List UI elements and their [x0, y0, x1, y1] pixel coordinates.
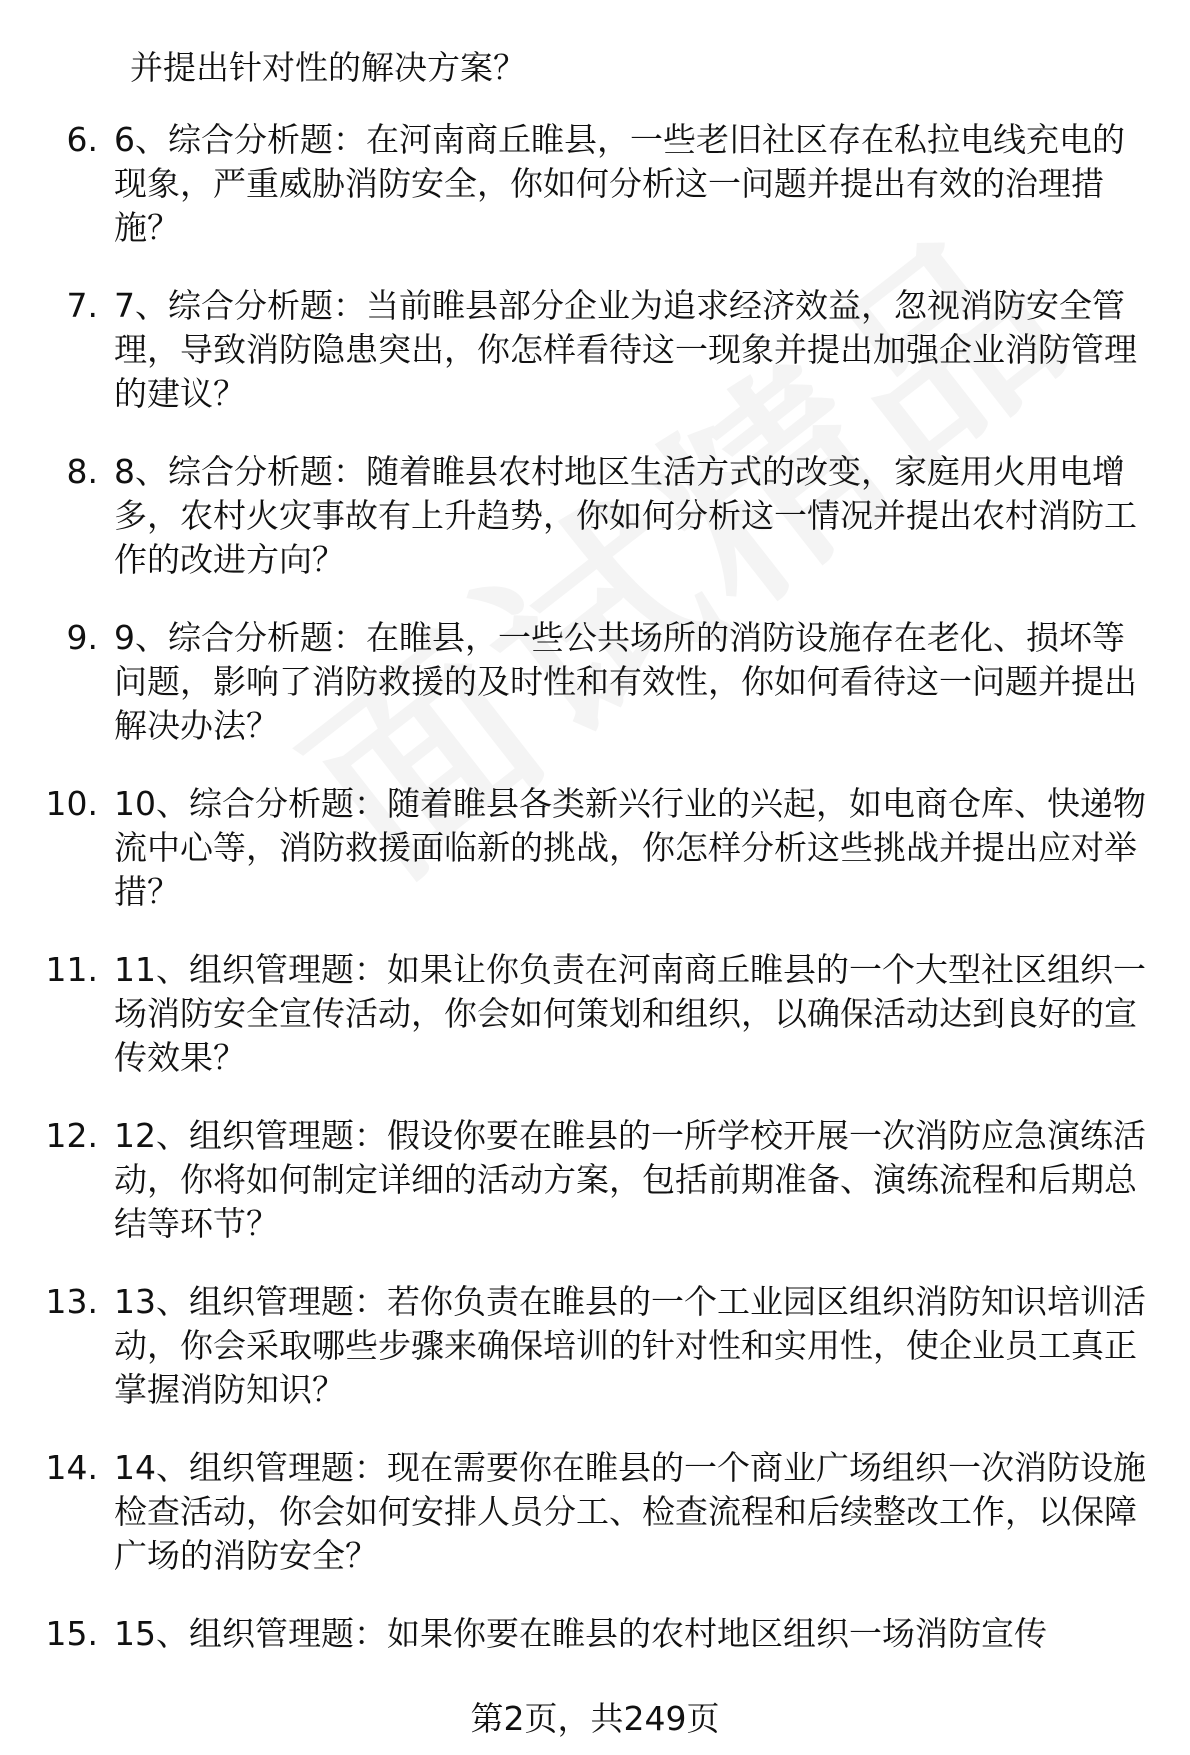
- question-text: 13、组织管理题：若你负责在睢县的一个工业园区组织消防知识培训活动，你会采取哪些步骤来确保培训的针对性和实用性，使企业员工真正掌握消防知识？: [114, 1282, 1146, 1409]
- question-item: [0, 1114, 1190, 1246]
- question-number: 8.: [66, 452, 98, 491]
- question-text: 12、组织管理题：假设你要在睢县的一所学校开展一次消防应急演练活动，你将如何制定详细的活动方案，包括前期准备、演练流程和后期总结等环节？: [114, 1116, 1146, 1243]
- question-item: [0, 118, 1190, 250]
- question-item: [0, 284, 1190, 416]
- page-footer: 第2页，共249页: [470, 1699, 720, 1738]
- question-text: 7、综合分析题：当前睢县部分企业为追求经济效益，忽视消防安全管理，导致消防隐患突出，你怎样看待这一现象并提出加强企业消防管理的建议？: [114, 286, 1137, 413]
- question-number: 15.: [45, 1614, 98, 1653]
- question-item: [0, 1612, 1190, 1656]
- continuation-text: 并提出针对性的解决方案？: [130, 48, 526, 87]
- question-number: 14.: [45, 1448, 98, 1487]
- question-item: [0, 782, 1190, 914]
- question-number: 11.: [45, 950, 98, 989]
- question-number: 13.: [45, 1282, 98, 1321]
- question-text: 11、组织管理题：如果让你负责在河南商丘睢县的一个大型社区组织一场消防安全宣传活动，你会如何策划和组织，以确保活动达到良好的宣传效果？: [114, 950, 1146, 1077]
- question-text: 15、组织管理题：如果你要在睢县的农村地区组织一场消防宣传: [114, 1614, 1047, 1653]
- question-item: [0, 948, 1190, 1080]
- question-text: 14、组织管理题：现在需要你在睢县的一个商业广场组织一次消防设施检查活动，你会如何安排人员分工、检查流程和后续整改工作，以保障广场的消防安全？: [114, 1448, 1146, 1575]
- question-text: 6、综合分析题：在河南商丘睢县，一些老旧社区存在私拉电线充电的现象，严重威胁消防安全，你如何分析这一问题并提出有效的治理措施？: [114, 120, 1125, 247]
- question-item: [0, 1446, 1190, 1578]
- question-number: 9.: [66, 618, 98, 657]
- question-item: [0, 1280, 1190, 1412]
- question-number: 10.: [45, 784, 98, 823]
- question-text: 9、综合分析题：在睢县，一些公共场所的消防设施存在老化、损坏等问题，影响了消防救援的及时性和有效性，你如何看待这一问题并提出解决办法？: [114, 618, 1137, 745]
- question-item: [0, 450, 1190, 582]
- question-item: [0, 616, 1190, 748]
- question-list: [0, 118, 1190, 1690]
- question-number: 6.: [66, 120, 98, 159]
- question-text: 10、综合分析题：随着睢县各类新兴行业的兴起，如电商仓库、快递物流中心等，消防救援面临新的挑战，你怎样分析这些挑战并提出应对举措？: [114, 784, 1146, 911]
- question-text: 8、综合分析题：随着睢县农村地区生活方式的改变，家庭用火用电增多，农村火灾事故有上升趋势，你如何分析这一情况并提出农村消防工作的改进方向？: [114, 452, 1137, 579]
- question-number: 12.: [45, 1116, 98, 1155]
- question-number: 7.: [66, 286, 98, 325]
